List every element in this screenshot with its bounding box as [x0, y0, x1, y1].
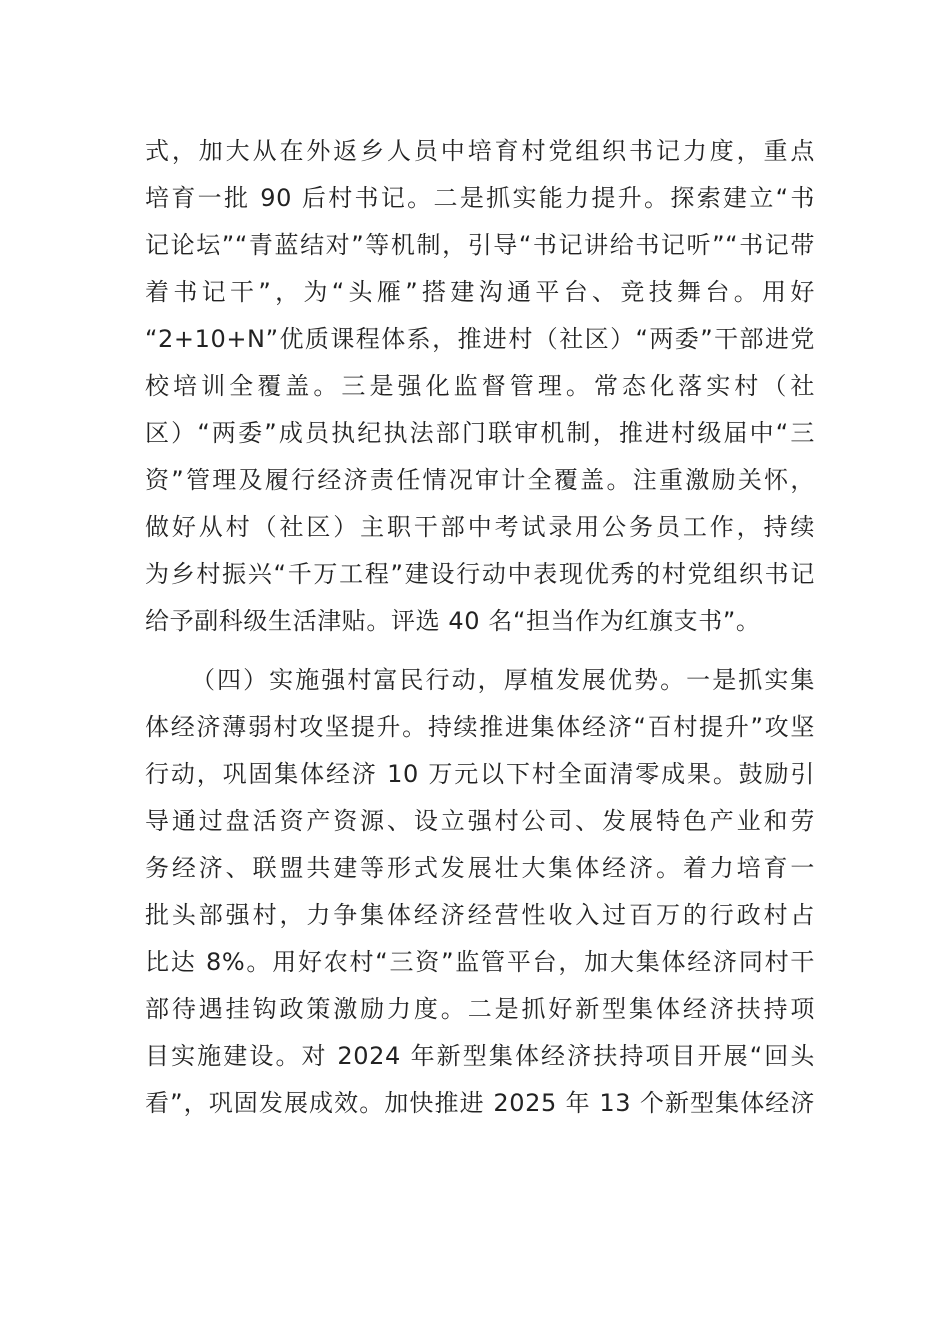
- text-line-first: （四）实施强村富民行动，厚植发展优势。一是抓实集: [191, 666, 815, 694]
- text-line: 导通过盘活资产资源、设立强村公司、发展特色产业和劳: [145, 807, 815, 835]
- text-line: 部待遇挂钩政策激励力度。二是抓好新型集体经济扶持项: [145, 995, 815, 1023]
- text-line: 培育一批 90 后村书记。二是抓实能力提升。探索建立“书: [145, 184, 815, 212]
- paragraph-1: [145, 128, 815, 645]
- text-line: 式，加大从在外返乡人员中培育村党组织书记力度，重点: [145, 137, 815, 165]
- document-body: [145, 128, 815, 1127]
- text-line: 批头部强村，力争集体经济经营性收入过百万的行政村占: [145, 901, 815, 929]
- text-line: 资”管理及履行经济责任情况审计全覆盖。注重激励关怀，: [145, 466, 815, 494]
- paragraph-2: [145, 657, 815, 1127]
- text-line: 体经济薄弱村攻坚提升。持续推进集体经济“百村提升”攻坚: [145, 713, 815, 741]
- text-line: 目实施建设。对 2024 年新型集体经济扶持项目开展“回头: [145, 1042, 815, 1070]
- text-line: 区）“两委”成员执纪执法部门联审机制，推进村级届中“三: [145, 419, 815, 447]
- text-line: 做好从村（社区）主职干部中考试录用公务员工作，持续: [145, 513, 815, 541]
- text-line: 校培训全覆盖。三是强化监督管理。常态化落实村（社: [145, 372, 815, 400]
- text-line: 着书记干”，为“头雁”搭建沟通平台、竞技舞台。用好: [145, 278, 815, 306]
- text-line: 比达 8%。用好农村“三资”监管平台，加大集体经济同村干: [145, 948, 815, 976]
- text-line: 为乡村振兴“千万工程”建设行动中表现优秀的村党组织书记: [145, 560, 815, 588]
- text-line: “2+10+N”优质课程体系，推进村（社区）“两委”干部进党: [145, 325, 815, 353]
- text-line: 务经济、联盟共建等形式发展壮大集体经济。着力培育一: [145, 854, 815, 882]
- text-line: 记论坛”“青蓝结对”等机制，引导“书记讲给书记听”“书记带: [145, 231, 815, 259]
- paragraph-gap: [145, 645, 815, 657]
- text-line: 行动，巩固集体经济 10 万元以下村全面清零成果。鼓励引: [145, 760, 815, 788]
- text-line: 看”，巩固发展成效。加快推进 2025 年 13 个新型集体经济: [145, 1089, 815, 1117]
- text-line: 给予副科级生活津贴。评选 40 名“担当作为红旗支书”。: [145, 607, 761, 635]
